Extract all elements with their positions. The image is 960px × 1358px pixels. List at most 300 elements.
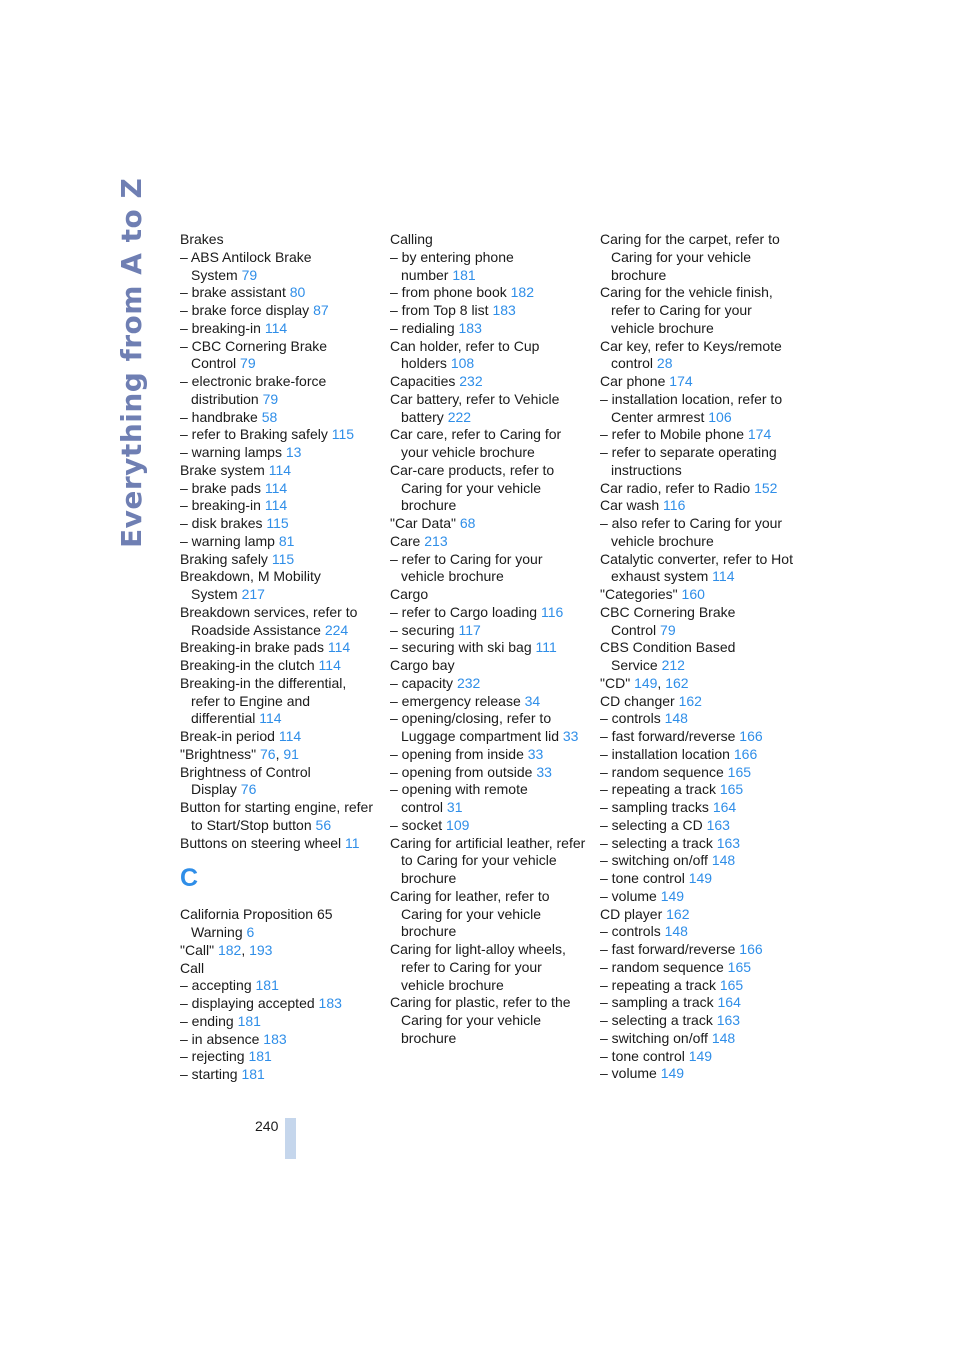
index-entry [390,533,588,551]
index-entry [390,373,588,391]
index-entry-text: – securing with ski bag [390,639,532,656]
index-entry-text: – opening from outside [390,763,533,780]
page-reference-link[interactable]: 79 [262,390,279,407]
index-entry-text: – sampling a track [600,994,714,1011]
page-reference-link[interactable]: 224 [324,621,349,638]
page-reference-link[interactable]: 164 [717,994,741,1011]
index-entry [180,977,378,995]
index-entry [600,906,798,924]
index-entry-text: – volume [600,887,657,904]
index-entry [180,426,378,444]
page-reference-link[interactable]: 148 [711,1029,736,1046]
index-entry [600,373,798,391]
index-entry [390,817,588,835]
section-title: Everything from A to Z [115,177,148,548]
page-reference-link[interactable]: 115 [331,426,355,443]
index-entry [180,409,378,427]
index-entry-text: – controls [600,923,661,940]
index-entry-text: Capacities [390,373,456,389]
page-reference-link[interactable]: 181 [255,977,279,994]
index-entry [390,710,588,746]
index-entry [390,941,588,994]
index-entry-text: – random sequence [600,763,724,780]
page-reference-link[interactable]: 181 [237,1012,261,1029]
page-reference-link[interactable]: 148 [664,710,688,727]
index-entry-text: – refer to Mobile phone [600,426,744,443]
index-entry [180,462,378,480]
index-entry [390,249,588,285]
page-reference-link[interactable]: 165 [719,976,744,993]
index-entry [180,1031,378,1049]
page-reference-link[interactable]: 164 [712,799,737,815]
index-entry-text: – switching on/off [600,852,708,869]
index-entry [600,817,798,835]
page-reference-link[interactable]: 149 [660,887,685,904]
page-reference-link[interactable]: 106 [708,408,732,425]
index-entry-text: – repeating a track [600,976,716,993]
index-entry [390,462,588,515]
page-reference-link[interactable]: 6 [246,924,255,940]
index-entry-text: Car radio, refer to Radio [600,479,751,496]
index-entry [600,746,798,764]
page-reference-link[interactable]: 148 [664,923,688,940]
index-entry [600,888,798,906]
index-entry-text: Brakes [180,231,224,247]
index-entry-text: – redialing [390,319,455,336]
page-reference-link[interactable]: 160 [681,586,705,602]
index-entry [390,231,588,249]
index-entry-text: CBS Condition Based Service [600,639,736,673]
index-entry-text: Caring for the vehicle finish, refer to Caring for your vehicle brochure [600,284,773,336]
index-entry [600,497,798,515]
index-entry-text: Cargo bay [390,657,455,673]
index-entry [390,604,588,622]
index-entry [390,835,588,888]
index-entry [600,977,798,995]
index-entry-text: – selecting a CD [600,816,703,833]
page-reference-link[interactable]: 165 [727,763,752,780]
page-reference-link[interactable]: 163 [716,834,741,851]
index-entry [180,835,378,853]
page-marker-bar [285,1118,296,1159]
index-entry [600,994,798,1012]
index-entry-text: – from Top 8 list [390,302,489,318]
page-reference-link[interactable]: 162 [665,674,689,691]
index-entry [390,586,588,604]
index-entry [390,994,588,1047]
index-entry-text: – accepting [180,977,252,994]
index-entry-text: "CD" [600,674,631,691]
page-reference-link[interactable]: 11 [345,834,360,851]
index-entry-text: – volume [600,1065,657,1082]
index-entry-text: Car key, refer to Keys/remote control [600,337,782,372]
index-entry-text: – from phone book [390,284,507,301]
index-entry-text: – refer to Cargo loading [390,603,538,620]
index-entry-text: – selecting a track [600,834,713,851]
index-entry-text: – fast forward/reverse [600,728,736,744]
page-reference-link[interactable]: 193 [249,941,273,958]
index-entry-text: – ABS Antilock Brake System [180,248,312,283]
index-entry [600,1065,798,1083]
index-entry-text: – fast forward/reverse [600,941,736,957]
index-entry [180,746,378,764]
index-entry [180,906,378,942]
index-entry-text: – tone control [600,870,685,886]
page-reference-link[interactable]: 114 [712,568,735,585]
index-entry-text: Breakdown services, refer to Roadside Assistance [180,603,358,638]
index-entry-text: – warning lamps [180,444,282,460]
page-reference-link[interactable]: 34 [524,692,541,709]
index-entry [180,284,378,302]
index-column-1 [180,231,378,1084]
index-entry-text: Car battery, refer to Vehicle battery [390,390,560,425]
index-entry [180,799,378,835]
index-entry-text: – brake pads [180,479,261,496]
index-entry-text: Braking safely [180,550,268,567]
index-entry [600,1030,798,1048]
page-reference-link[interactable]: 181 [452,266,476,283]
index-entry [600,959,798,977]
index-entry [180,373,378,409]
index-entry [390,320,588,338]
page-reference-link[interactable]: 114 [318,657,341,673]
index-entry-text: Calling [390,231,433,247]
page-reference-link[interactable]: 152 [754,479,778,496]
page-reference-link[interactable]: 116 [663,497,686,514]
index-entry-text: Caring for leather, refer to Caring for your vehicle brochure [390,887,550,940]
index-entry [180,568,378,604]
page-reference-link[interactable]: 109 [446,816,470,833]
index-entry-text: Car phone [600,373,666,389]
index-entry-text: Breaking-in the clutch [180,657,315,673]
page-reference-link[interactable]: 91 [283,745,299,762]
page-reference-link[interactable]: 166 [733,745,758,762]
index-entry-text: Caring for light-alloy wheels, refer to Caring for your vehicle brochure [390,941,566,993]
index-entry-text: "Categories" [600,586,678,602]
page-reference-link[interactable]: 80 [289,284,306,301]
index-entry [600,710,798,728]
page-reference-link[interactable]: 232 [459,373,483,389]
page-reference-link[interactable]: 58 [261,408,278,425]
page-reference-link[interactable]: 114 [327,639,351,656]
index-entry-text: – in absence [180,1030,260,1047]
page-reference-link[interactable]: 149 [634,674,658,691]
index-entry-text: – opening from inside [390,745,524,762]
page-reference-link[interactable]: 182 [217,941,242,958]
page-reference-link[interactable]: 183 [458,319,482,336]
index-entry-text: "Call" [180,941,215,958]
page-reference-link[interactable]: 162 [666,905,690,922]
index-entry [600,852,798,870]
index-entry [600,781,798,799]
page-reference-link[interactable]: 33 [536,763,552,780]
page-reference-link[interactable]: 115 [266,515,289,531]
index-entry [600,728,798,746]
index-entry-text: – refer to Caring for your vehicle brochure [390,550,543,585]
index-entry [180,995,378,1013]
index-entry-text: – emergency release [390,692,521,709]
index-entry-text: – also refer to Caring for your vehicle brochure [600,515,783,549]
page-reference-link[interactable]: 162 [678,692,702,709]
ref-separator: , [241,941,246,958]
index-entry [390,693,588,711]
index-entry-text: – refer to Braking safely [180,426,328,443]
page-reference-link[interactable]: 166 [739,728,763,744]
index-column-3 [600,231,798,1083]
index-entry-text: CD changer [600,692,675,709]
page-reference-link[interactable]: 117 [458,621,481,638]
page-reference-link[interactable]: 76 [240,781,257,798]
index-entry-text: Catalytic converter, refer to Hot exhaust system [600,550,793,585]
index-entry [600,231,798,284]
index-entry [180,515,378,533]
page-number: 240 [255,1118,279,1134]
ref-separator: , [275,745,280,762]
index-entry [600,551,798,587]
index-entry [390,551,588,587]
index-entry [180,497,378,515]
page-reference-link[interactable]: 108 [450,355,475,372]
index-entry-text: – switching on/off [600,1029,708,1046]
index-entry [600,835,798,853]
index-entry-text: – capacity [390,674,454,691]
page-reference-link[interactable]: 13 [285,444,302,460]
index-entry-text: Breakdown, M Mobility System [180,568,321,602]
index-entry-text: – selecting a track [600,1012,713,1028]
page-reference-link[interactable]: 79 [240,355,256,372]
index-entry [390,426,588,462]
index-entry [390,338,588,374]
index-entry-text: – tone control [600,1047,685,1064]
page-reference-link[interactable]: 182 [510,284,534,301]
index-entry [600,338,798,374]
page-reference-link[interactable]: 79 [660,621,676,638]
index-entry-text: Caring for plastic, refer to the Caring for your vehicle brochure [390,994,571,1046]
index-entry-text: CBC Cornering Brake Control [600,603,736,638]
index-letter-heading: C [180,864,199,893]
index-entry-text: Call [180,959,205,976]
page-reference-link[interactable]: 56 [315,816,332,833]
page-reference-link[interactable]: 163 [706,816,730,833]
index-entry [600,923,798,941]
index-entry [390,764,588,782]
page-reference-link[interactable]: 81 [278,532,295,549]
index-entry-text: Button for starting engine, refer to Start/Stop button [180,799,373,833]
index-entry-text: Brake system [180,461,265,478]
index-entry [390,284,588,302]
index-entry [390,746,588,764]
index-entry-text: "Car Data" [390,515,456,531]
page-reference-link[interactable]: 76 [259,745,276,762]
page-reference-link[interactable]: 165 [727,958,752,975]
page-reference-link[interactable]: 79 [241,266,258,283]
page-reference-link[interactable]: 33 [527,745,544,762]
page-reference-link[interactable]: 114 [278,728,302,744]
index-entry [180,675,378,728]
index-entry [180,604,378,640]
index-entry [180,444,378,462]
page-reference-link[interactable]: 111 [535,639,557,656]
page-reference-link[interactable]: 87 [313,302,329,318]
page-reference-link[interactable]: 166 [739,941,763,957]
index-entry [180,728,378,746]
index-entry-text: Breaking-in the differential, refer to Engine and differential [180,674,347,727]
index-entry-text: Break-in period [180,728,275,744]
index-entry [390,781,588,817]
page-reference-link[interactable]: 149 [688,870,713,886]
index-entry [600,693,798,711]
index-entry [180,764,378,800]
index-entry [180,533,378,551]
index-entry-text: CD player [600,905,663,922]
index-column-2 [390,231,588,1048]
index-entry-text: – rejecting [180,1048,245,1065]
index-entry-text: Caring for artificial leather, refer to Caring for your vehicle brochure [390,834,586,886]
index-entry-text: – ending [180,1012,234,1029]
page-reference-link[interactable]: 114 [264,319,288,336]
index-entry-text: – opening with remote control [390,781,528,815]
index-entry [390,675,588,693]
page-reference-link[interactable]: 114 [264,479,288,496]
index-entry-text: – refer to separate operating instructions [600,444,777,478]
index-entry-text: Brightness of Control Display [180,763,311,798]
index-entry [180,657,378,675]
page-reference-link[interactable]: 232 [456,674,481,691]
index-entry [600,799,798,817]
index-entry [180,1066,378,1084]
index-entry-text: – warning lamp [180,532,275,549]
page-reference-link[interactable]: 31 [446,799,463,815]
page-reference-link[interactable]: 174 [669,373,693,389]
index-entry-text: – repeating a track [600,781,716,798]
index-entry [180,1013,378,1031]
index-entry [600,515,798,551]
index-entry [390,391,588,427]
index-entry [180,960,378,978]
index-entry [180,320,378,338]
index-entry [390,639,588,657]
index-entry [180,338,378,374]
index-entry [600,586,798,604]
page-reference-link[interactable]: 217 [241,586,265,602]
index-entry-text: Cargo [390,586,429,602]
index-entry [600,444,798,480]
index-entry [180,942,378,960]
page-reference-link[interactable]: 28 [656,355,673,372]
page-reference-link[interactable]: 149 [660,1065,685,1082]
page-reference-link[interactable]: 174 [747,426,772,443]
index-entry [180,231,378,249]
page-reference-link[interactable]: 116 [540,603,564,620]
index-entry-text: – handbrake [180,408,258,425]
ref-separator: , [657,674,662,691]
index-entry [600,639,798,675]
index-entry-text: – installation location [600,745,730,762]
page-reference-link[interactable]: 181 [248,1048,272,1065]
index-entry-text: – CBC Cornering Brake Control [180,337,328,372]
index-entry-text: Caring for the carpet, refer to Caring for your vehicle brochure [600,231,780,283]
index-entry-text: – electronic brake-force distribution [180,373,327,407]
index-entry-text: – sampling tracks [600,799,709,815]
page-reference-link[interactable]: 163 [716,1012,741,1028]
index-entry-text: Can holder, refer to Cup holders [390,337,540,372]
page-reference-link[interactable]: 149 [688,1047,713,1064]
page-reference-link[interactable]: 213 [424,532,448,549]
page-reference-link[interactable]: 114 [264,497,288,514]
index-entry-text: – brake assistant [180,284,286,301]
index-entry [390,888,588,941]
index-entry [180,249,378,285]
index-entry-text: – securing [390,621,455,638]
index-entry [180,1048,378,1066]
index-entry [600,426,798,444]
index-entry [600,284,798,337]
page-reference-link[interactable]: 148 [711,852,736,869]
index-entry [600,870,798,888]
index-entry-text: – by entering phone number [390,248,514,283]
page-reference-link[interactable]: 212 [661,657,685,673]
index-entry [600,675,798,693]
index-entry-text: – disk brakes [180,515,263,531]
page-reference-link[interactable]: 114 [259,710,282,727]
page-reference-link[interactable]: 115 [271,550,295,567]
page-reference-link[interactable]: 181 [241,1066,265,1082]
index-entry [390,515,588,533]
index-entry-text: Breaking-in brake pads [180,639,324,656]
page-reference-link[interactable]: 222 [447,408,472,425]
index-entry-text: – opening/closing, refer to Luggage compartment lid [390,710,559,744]
index-entry [390,622,588,640]
page-reference-link[interactable]: 183 [492,302,516,318]
index-entry [600,941,798,959]
index-entry-text: Car wash [600,497,660,514]
index-entry-text: – starting [180,1066,238,1082]
index-entry [600,391,798,427]
index-entry [600,604,798,640]
page-reference-link[interactable]: 33 [562,728,579,744]
page-reference-link[interactable]: 183 [318,995,342,1011]
index-entry-text: – socket [390,816,443,833]
index-entry-text: Car-care products, refer to Caring for your vehicle brochure [390,461,555,514]
index-entry [600,480,798,498]
index-entry [600,1048,798,1066]
index-entry [390,302,588,320]
index-entry [180,480,378,498]
index-entry-text: Buttons on steering wheel [180,834,342,851]
index-entry-text: – breaking-in [180,497,261,514]
page-reference-link[interactable]: 68 [459,515,476,531]
index-entry-text: California Proposition 65 Warning [180,906,333,940]
index-entry-text: Care [390,532,421,549]
index-entry-text: – controls [600,710,661,727]
index-entry [600,1012,798,1030]
index-entry-text: – displaying accepted [180,995,315,1011]
index-entry [180,639,378,657]
index-entry-text: – random sequence [600,958,724,975]
page-reference-link[interactable]: 183 [263,1030,287,1047]
index-entry [600,764,798,782]
index-entry-text: – brake force display [180,302,310,318]
index-entry-text: – installation location, refer to Center armrest [600,390,783,425]
page-reference-link[interactable]: 165 [719,781,744,798]
index-entry [180,302,378,320]
index-entry-text: "Brightness" [180,745,257,762]
index-entry [390,657,588,675]
index-entry-text: – breaking-in [180,319,261,336]
index-entry [180,551,378,569]
index-entry-text: Car care, refer to Caring for your vehicle brochure [390,426,562,460]
page-reference-link[interactable]: 114 [268,461,292,478]
